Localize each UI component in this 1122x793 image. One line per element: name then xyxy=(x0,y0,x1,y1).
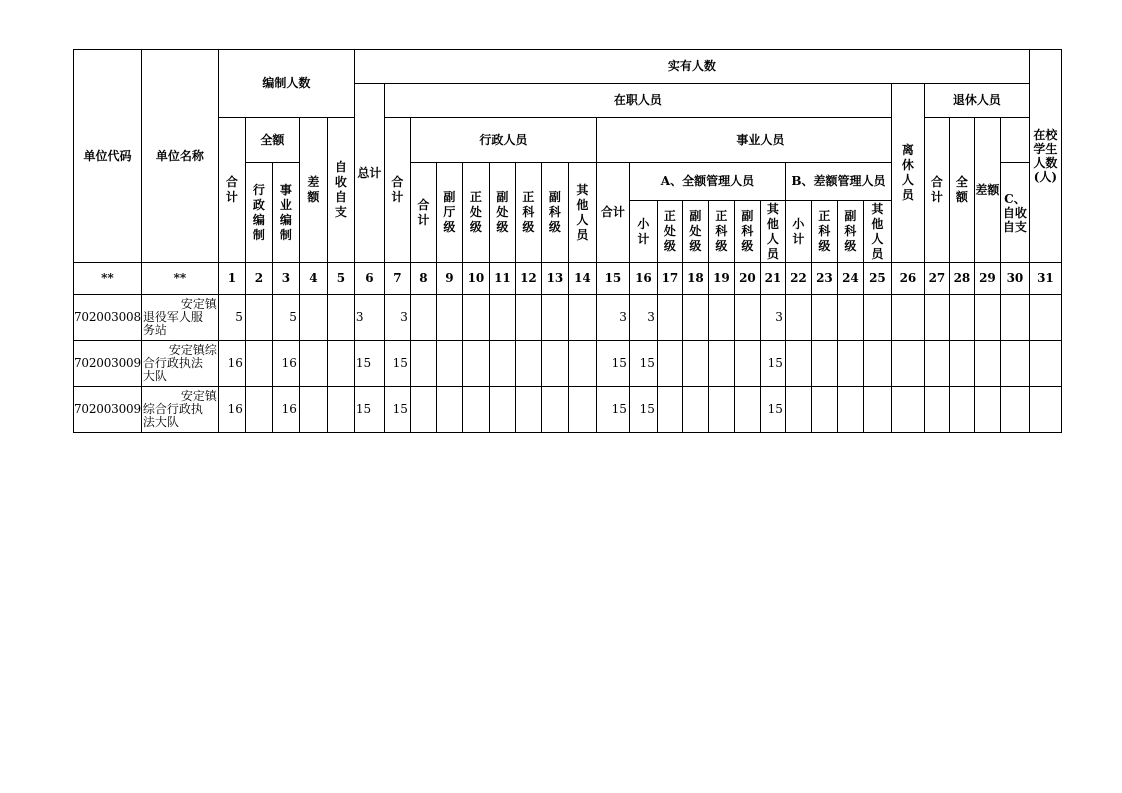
value-cell-col-25 xyxy=(863,295,891,341)
unit-name-line: 法大队 xyxy=(142,415,179,429)
unit-name-cell xyxy=(141,341,218,387)
value-cell-col-23 xyxy=(811,295,837,341)
value-cell-col-5 xyxy=(327,387,354,433)
value-cell-col-24 xyxy=(837,295,863,341)
column-index-cell: 25 xyxy=(863,263,891,295)
value-cell-col-22 xyxy=(785,295,811,341)
value-cell-col-27 xyxy=(924,341,949,387)
value-cell-col-13 xyxy=(541,295,568,341)
value-cell-col-21: 3 xyxy=(760,295,785,341)
header-c-zishou: C、自收自支 xyxy=(1000,163,1029,263)
value-cell-col-28 xyxy=(949,387,974,433)
value-cell-col-11 xyxy=(489,387,515,433)
value-cell-col-1: 16 xyxy=(218,341,245,387)
column-index-cell: ** xyxy=(141,263,218,295)
value-cell-col-25 xyxy=(863,341,891,387)
column-index-cell: 4 xyxy=(299,263,327,295)
column-index-cell: 5 xyxy=(327,263,354,295)
value-cell-col-15: 15 xyxy=(596,387,629,433)
column-index-cell: 28 xyxy=(949,263,974,295)
header-tuixiu: 退休人员 xyxy=(924,84,1029,118)
unit-name-cell xyxy=(141,387,218,433)
header-a-fu-chu: 副处级 xyxy=(682,201,708,263)
value-cell-col-15: 3 xyxy=(596,295,629,341)
header-chae: 差额 xyxy=(299,118,327,263)
unit-name-line: 退役军人服 xyxy=(142,310,203,324)
value-cell-col-6: 3 xyxy=(354,295,384,341)
value-cell-col-30 xyxy=(1000,387,1029,433)
table-row xyxy=(74,387,1062,433)
value-cell-col-17 xyxy=(657,295,682,341)
value-cell-col-20 xyxy=(734,341,760,387)
value-cell-col-26 xyxy=(891,295,924,341)
value-cell-col-29 xyxy=(974,341,1000,387)
value-cell-col-4 xyxy=(299,387,327,433)
value-cell-col-5 xyxy=(327,341,354,387)
value-cell-col-11 xyxy=(489,341,515,387)
value-cell-col-30 xyxy=(1000,295,1029,341)
unit-name-line: 务站 xyxy=(142,323,167,337)
value-cell-col-4 xyxy=(299,341,327,387)
value-cell-col-19 xyxy=(708,295,734,341)
header-tuixiu-quane: 全额 xyxy=(949,118,974,263)
column-index-cell: 18 xyxy=(682,263,708,295)
value-cell-col-27 xyxy=(924,295,949,341)
value-cell-col-16: 15 xyxy=(629,387,657,433)
value-cell-col-13 xyxy=(541,387,568,433)
value-cell-col-2 xyxy=(245,387,272,433)
unit-name-cell xyxy=(141,295,218,341)
column-index-cell: 8 xyxy=(410,263,436,295)
header-bianzhi: 编制人数 xyxy=(218,50,354,118)
value-cell-col-20 xyxy=(734,295,760,341)
value-cell-col-12 xyxy=(515,387,541,433)
value-cell-col-21: 15 xyxy=(760,341,785,387)
header-zishou: 自收自支 xyxy=(327,118,354,263)
header-b-fu-ke: 副科级 xyxy=(837,201,863,263)
value-cell-col-24 xyxy=(837,341,863,387)
value-cell-col-3: 16 xyxy=(272,387,299,433)
value-cell-col-29 xyxy=(974,295,1000,341)
value-cell-col-24 xyxy=(837,387,863,433)
header-xingzheng-renyuan: 行政人员 xyxy=(410,118,596,163)
column-index-cell: 26 xyxy=(891,263,924,295)
value-cell-col-20 xyxy=(734,387,760,433)
value-cell-col-11 xyxy=(489,295,515,341)
value-cell-col-16: 3 xyxy=(629,295,657,341)
header-shiye-bianzhi: 事业编制 xyxy=(272,163,299,263)
column-index-cell: 3 xyxy=(272,263,299,295)
value-cell-col-26 xyxy=(891,341,924,387)
value-cell-col-10 xyxy=(462,295,489,341)
value-cell-col-31 xyxy=(1029,295,1061,341)
value-cell-col-27 xyxy=(924,387,949,433)
value-cell-col-22 xyxy=(785,341,811,387)
value-cell-col-3: 5 xyxy=(272,295,299,341)
header-fu-chu: 副处级 xyxy=(489,163,515,263)
unit-code-cell: 702003008 xyxy=(74,295,142,341)
value-cell-col-28 xyxy=(949,295,974,341)
value-cell-col-8 xyxy=(410,341,436,387)
column-index-cell: 24 xyxy=(837,263,863,295)
value-cell-col-19 xyxy=(708,341,734,387)
value-cell-col-6: 15 xyxy=(354,341,384,387)
value-cell-col-26 xyxy=(891,387,924,433)
header-a-xiaoji: 小计 xyxy=(629,201,657,263)
header-shiye-renyuan: 事业人员 xyxy=(596,118,924,163)
unit-name-line: 安定镇 xyxy=(180,297,217,311)
column-index-cell: 31 xyxy=(1029,263,1061,295)
value-cell-col-10 xyxy=(462,341,489,387)
value-cell-col-12 xyxy=(515,295,541,341)
column-index-row xyxy=(74,263,1062,295)
column-index-cell: 1 xyxy=(218,263,245,295)
value-cell-col-19 xyxy=(708,387,734,433)
column-index-cell: 20 xyxy=(734,263,760,295)
value-cell-col-23 xyxy=(811,341,837,387)
column-index-cell: 30 xyxy=(1000,263,1029,295)
header-fu-ting: 副厅级 xyxy=(436,163,462,263)
value-cell-col-9 xyxy=(436,387,462,433)
header-zaizhi: 在职人员 xyxy=(384,84,891,118)
value-cell-col-8 xyxy=(410,387,436,433)
value-cell-col-4 xyxy=(299,295,327,341)
column-index-cell: 23 xyxy=(811,263,837,295)
header-b-chae: B、差额管理人员 xyxy=(785,163,891,201)
unit-name-line: 大队 xyxy=(142,369,167,383)
column-index-cell: 2 xyxy=(245,263,272,295)
column-index-cell: 15 xyxy=(596,263,629,295)
value-cell-col-31 xyxy=(1029,387,1061,433)
column-index-cell: 19 xyxy=(708,263,734,295)
value-cell-col-7: 3 xyxy=(384,295,410,341)
header-zheng-ke: 正科级 xyxy=(515,163,541,263)
header-a-qita: 其他人员 xyxy=(760,201,785,263)
value-cell-col-18 xyxy=(682,341,708,387)
header-zaixiao: 在校学生人数(人) xyxy=(1029,50,1061,263)
unit-name-line: 安定镇综 xyxy=(168,343,217,357)
value-cell-col-17 xyxy=(657,387,682,433)
value-cell-col-15: 15 xyxy=(596,341,629,387)
header-a-quane: A、全额管理人员 xyxy=(629,163,785,201)
header-b-zheng-ke: 正科级 xyxy=(811,201,837,263)
value-cell-col-9 xyxy=(436,341,462,387)
value-cell-col-29 xyxy=(974,387,1000,433)
header-a-zheng-chu: 正处级 xyxy=(657,201,682,263)
header-a-zheng-ke: 正科级 xyxy=(708,201,734,263)
header-unit-code: 单位代码 xyxy=(74,50,142,263)
value-cell-col-9 xyxy=(436,295,462,341)
header-unit-name: 单位名称 xyxy=(141,50,218,263)
value-cell-col-21: 15 xyxy=(760,387,785,433)
staffing-table xyxy=(73,49,1062,433)
value-cell-col-25 xyxy=(863,387,891,433)
unit-code-cell: 702003009 xyxy=(74,387,142,433)
header-lixiu: 离休人员 xyxy=(891,84,924,263)
value-cell-col-14 xyxy=(568,387,596,433)
value-cell-col-3: 16 xyxy=(272,341,299,387)
column-index-cell: 21 xyxy=(760,263,785,295)
value-cell-col-12 xyxy=(515,341,541,387)
header-b-qita: 其他人员 xyxy=(863,201,891,263)
column-index-cell: 17 xyxy=(657,263,682,295)
header-tuixiu-heji: 合计 xyxy=(924,118,949,263)
value-cell-col-28 xyxy=(949,341,974,387)
header-xz-heji: 合计 xyxy=(410,163,436,263)
column-index-cell: 9 xyxy=(436,263,462,295)
header-a-fu-ke: 副科级 xyxy=(734,201,760,263)
header-zheng-chu: 正处级 xyxy=(462,163,489,263)
unit-name-line: 合行政执法 xyxy=(142,356,203,370)
column-index-cell: 27 xyxy=(924,263,949,295)
value-cell-col-31 xyxy=(1029,341,1061,387)
value-cell-col-1: 16 xyxy=(218,387,245,433)
unit-code-cell: 702003009 xyxy=(74,341,142,387)
column-index-cell: 13 xyxy=(541,263,568,295)
column-index-cell: 11 xyxy=(489,263,515,295)
value-cell-col-7: 15 xyxy=(384,341,410,387)
value-cell-col-2 xyxy=(245,295,272,341)
unit-name-line: 综合行政执 xyxy=(142,402,203,416)
header-quane: 全额 xyxy=(245,118,299,163)
header-bianzhi-heji: 合计 xyxy=(218,118,245,263)
header-xz-qita: 其他人员 xyxy=(568,163,596,263)
header-tuixiu-chae: 差额 xyxy=(974,118,1000,263)
value-cell-col-2 xyxy=(245,341,272,387)
value-cell-col-18 xyxy=(682,387,708,433)
header-xingzheng-bianzhi: 行政编制 xyxy=(245,163,272,263)
value-cell-col-6: 15 xyxy=(354,387,384,433)
column-index-cell: 6 xyxy=(354,263,384,295)
header-zongji: 总计 xyxy=(354,84,384,263)
value-cell-col-8 xyxy=(410,295,436,341)
value-cell-col-30 xyxy=(1000,341,1029,387)
table-row xyxy=(74,295,1062,341)
column-index-cell: ** xyxy=(74,263,142,295)
column-index-cell: 16 xyxy=(629,263,657,295)
value-cell-col-10 xyxy=(462,387,489,433)
value-cell-col-23 xyxy=(811,387,837,433)
value-cell-col-17 xyxy=(657,341,682,387)
header-zaizhi-heji: 合计 xyxy=(384,118,410,263)
header-b-xiaoji: 小计 xyxy=(785,201,811,263)
value-cell-col-14 xyxy=(568,295,596,341)
column-index-cell: 12 xyxy=(515,263,541,295)
column-index-cell: 10 xyxy=(462,263,489,295)
value-cell-col-22 xyxy=(785,387,811,433)
value-cell-col-14 xyxy=(568,341,596,387)
header-fu-ke: 副科级 xyxy=(541,163,568,263)
header-shiyou: 实有人数 xyxy=(354,50,1029,84)
column-index-cell: 7 xyxy=(384,263,410,295)
table-row xyxy=(74,341,1062,387)
value-cell-col-18 xyxy=(682,295,708,341)
header-sy-heji: 合计 xyxy=(596,163,629,263)
column-index-cell: 14 xyxy=(568,263,596,295)
column-index-cell: 29 xyxy=(974,263,1000,295)
value-cell-col-1: 5 xyxy=(218,295,245,341)
value-cell-col-16: 15 xyxy=(629,341,657,387)
value-cell-col-7: 15 xyxy=(384,387,410,433)
value-cell-col-13 xyxy=(541,341,568,387)
unit-name-line: 安定镇 xyxy=(180,389,217,403)
value-cell-col-5 xyxy=(327,295,354,341)
column-index-cell: 22 xyxy=(785,263,811,295)
